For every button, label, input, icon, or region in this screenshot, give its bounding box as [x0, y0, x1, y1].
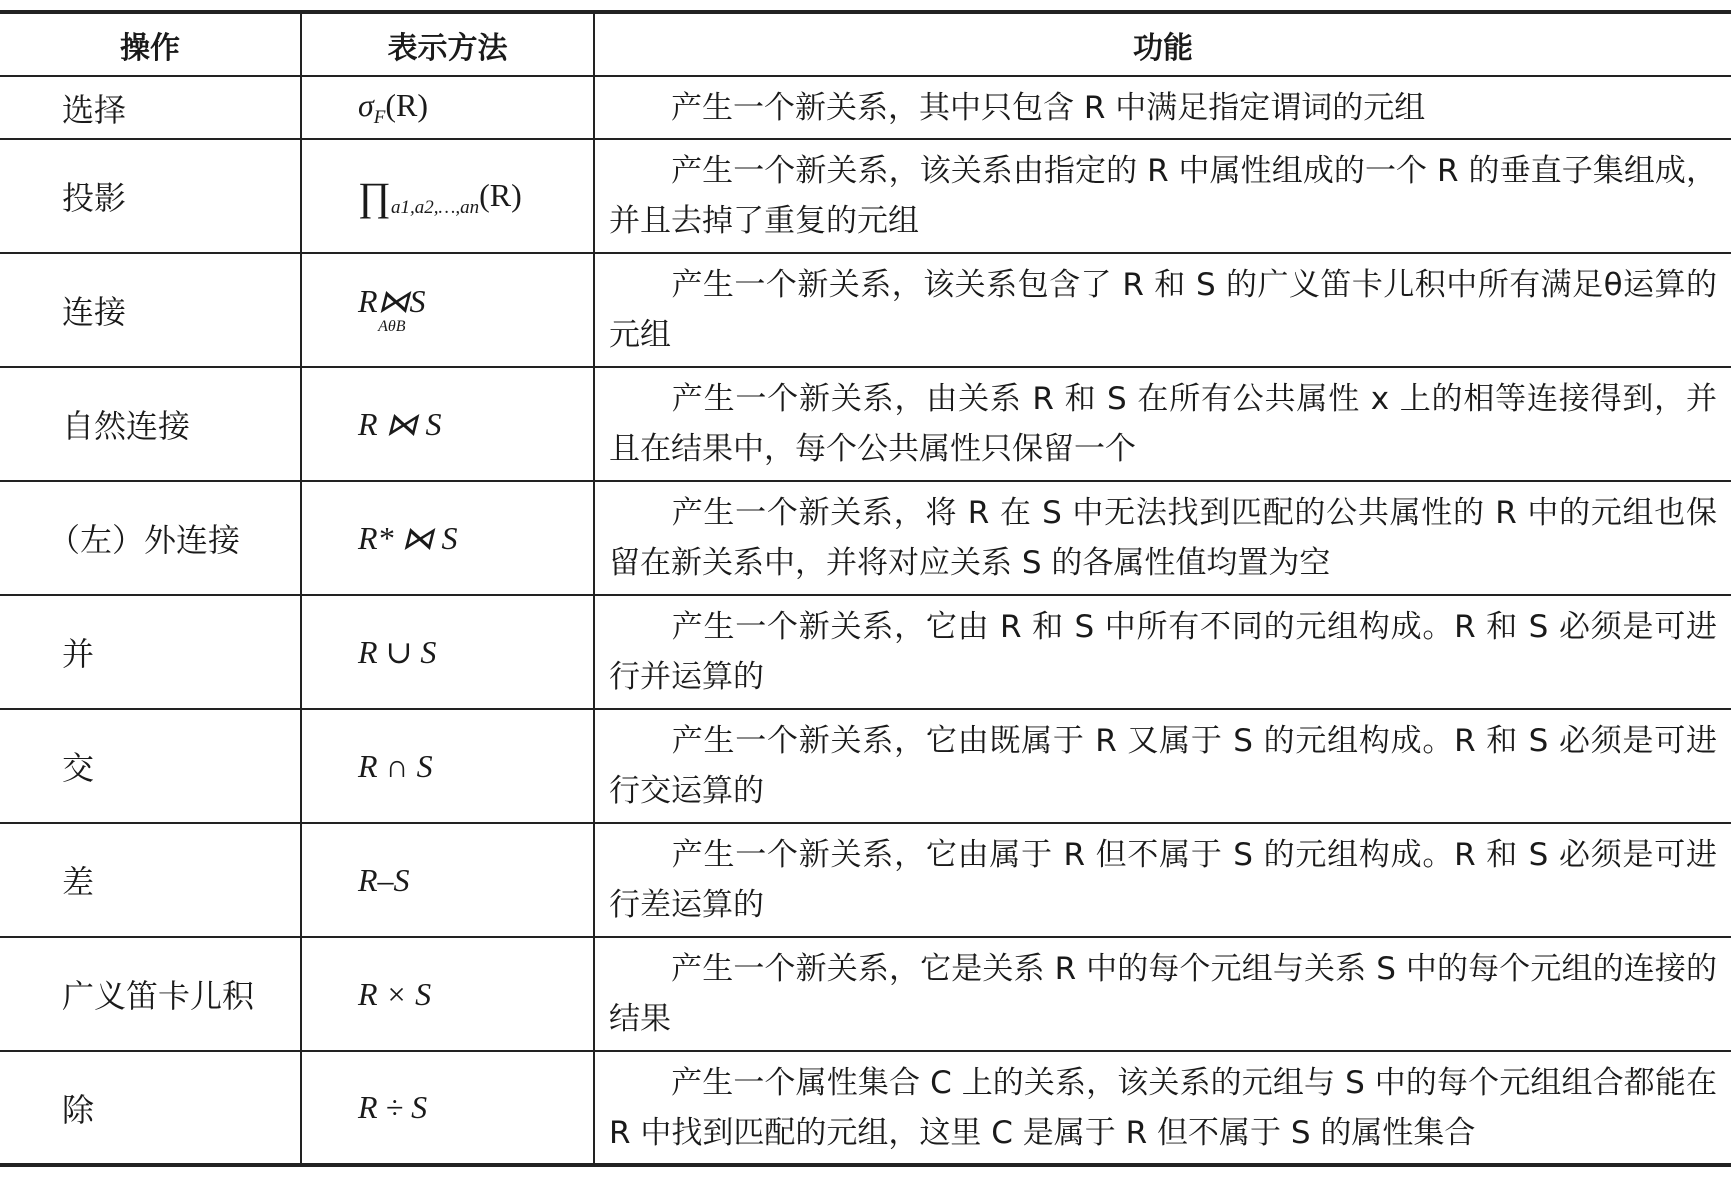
select-symbol: σ	[358, 86, 374, 123]
function-text: 产生一个新关系，它是关系 R 中的每个元组与关系 S 中的每个元组的连接的结果	[609, 951, 1717, 1037]
header-notation: 表示方法	[301, 12, 594, 76]
operation-cell: （左）外连接	[0, 481, 301, 595]
table-row	[0, 76, 1731, 139]
function-text: 产生一个新关系，它由既属于 R 又属于 S 的元组构成。R 和 S 必须是可进行交运算的	[609, 723, 1717, 809]
function-cell	[594, 481, 1731, 595]
operation-cell: 差	[0, 823, 301, 937]
function-cell	[594, 1051, 1731, 1165]
table-header-row	[0, 12, 1731, 76]
function-text: 产生一个新关系，它由 R 和 S 中所有不同的元组构成。R 和 S 必须是可进行并运算的	[609, 609, 1717, 695]
theta-join-notation	[358, 285, 426, 335]
theta-join-condition: AθB	[378, 318, 406, 335]
table-row	[0, 709, 1731, 823]
table-row	[0, 481, 1731, 595]
function-text: 产生一个新关系，将 R 在 S 中无法找到匹配的公共属性的 R 中的元组也保留在新关系中，并将对应关系 S 的各属性值均置为空	[609, 495, 1717, 581]
table-row	[0, 139, 1731, 253]
notation-cell: R* ⋈ S	[301, 481, 594, 595]
function-cell	[594, 709, 1731, 823]
function-cell	[594, 823, 1731, 937]
operation-cell: 投影	[0, 139, 301, 253]
project-subscript: a1,a2,…,an	[390, 196, 480, 218]
function-text: 产生一个属性集合 C 上的关系，该关系的元组与 S 中的每个元组组合都能在 R 中找到匹配的元组，这里 C 是属于 R 但不属于 S 的属性集合	[609, 1064, 1717, 1151]
table-row	[0, 253, 1731, 367]
notation-cell: R ÷ S	[301, 1051, 594, 1165]
table-row	[0, 1051, 1731, 1165]
notation-cell: R–S	[301, 823, 594, 937]
notation-cell	[301, 253, 594, 367]
operation-cell: 选择	[0, 76, 301, 139]
function-text: 产生一个新关系，该关系由指定的 R 中属性组成的一个 R 的垂直子集组成，并且去掉了重复的元组	[609, 153, 1717, 239]
select-argument: (R)	[385, 86, 429, 123]
project-symbol: ∏	[358, 173, 391, 219]
function-cell	[594, 937, 1731, 1051]
function-text: 产生一个新关系，由关系 R 和 S 在所有公共属性 x 上的相等连接得到，并且在结果中，每个公共属性只保留一个	[609, 381, 1717, 467]
notation-cell	[301, 76, 594, 139]
relational-algebra-table	[0, 10, 1731, 1167]
notation-cell: R ∪ S	[301, 595, 594, 709]
function-text: 产生一个新关系，其中只包含 R 中满足指定谓词的元组	[671, 89, 1426, 126]
function-text: 产生一个新关系，它由属于 R 但不属于 S 的元组构成。R 和 S 必须是可进行差运算的	[609, 837, 1717, 923]
operation-cell: 连接	[0, 253, 301, 367]
relational-algebra-table-wrapper	[0, 10, 1731, 1167]
table-row	[0, 595, 1731, 709]
operation-cell: 自然连接	[0, 367, 301, 481]
operation-cell: 除	[0, 1051, 301, 1165]
function-text: 产生一个新关系，该关系包含了 R 和 S 的广义笛卡儿积中所有满足θ运算的元组	[609, 267, 1717, 353]
notation-cell: R ∩ S	[301, 709, 594, 823]
function-cell	[594, 139, 1731, 253]
notation-cell	[301, 139, 594, 253]
function-cell	[594, 595, 1731, 709]
operation-cell: 并	[0, 595, 301, 709]
notation-cell: R × S	[301, 937, 594, 1051]
header-operation: 操作	[0, 12, 301, 76]
project-argument: (R)	[479, 176, 522, 213]
select-subscript: F	[373, 106, 386, 128]
function-cell	[594, 367, 1731, 481]
function-cell	[594, 253, 1731, 367]
theta-join-top: R⋈S	[358, 283, 426, 319]
table-row	[0, 367, 1731, 481]
function-cell	[594, 76, 1731, 139]
operation-cell: 交	[0, 709, 301, 823]
table-row	[0, 823, 1731, 937]
operation-cell: 广义笛卡儿积	[0, 937, 301, 1051]
table-row	[0, 937, 1731, 1051]
header-function: 功能	[1133, 30, 1193, 66]
notation-cell: R ⋈ S	[301, 367, 594, 481]
